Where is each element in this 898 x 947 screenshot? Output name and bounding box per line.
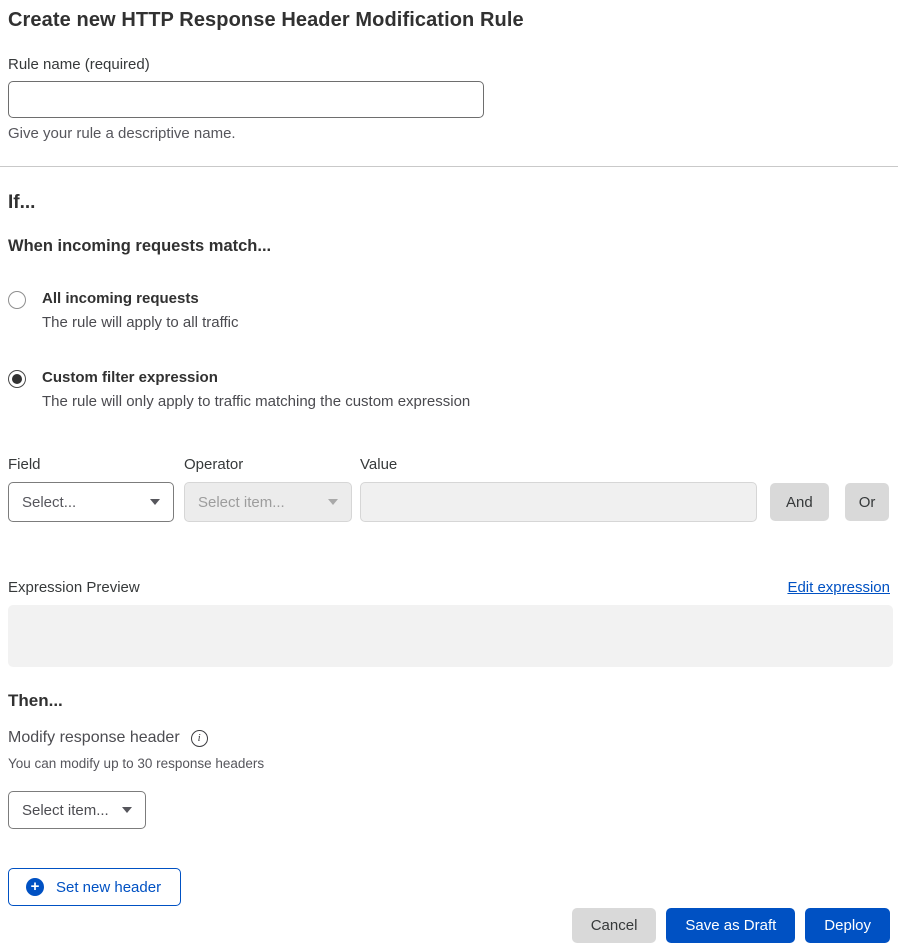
- then-heading: Then...: [8, 691, 63, 710]
- modify-response-header-label: Modify response header: [8, 729, 180, 746]
- radio-option-label: Custom filter expression: [42, 369, 218, 386]
- expression-builder-row: [8, 456, 890, 522]
- operator-select-value: Select item...: [198, 493, 285, 511]
- radio-button-selected-icon[interactable]: [8, 370, 26, 388]
- info-icon[interactable]: i: [191, 730, 208, 747]
- radio-option-text: [42, 369, 470, 411]
- radio-option-description: The rule will only apply to traffic matching the custom expression: [42, 393, 471, 410]
- field-label: Field: [8, 456, 41, 473]
- and-button[interactable]: And: [770, 483, 829, 521]
- cancel-button[interactable]: Cancel: [572, 908, 657, 943]
- edit-expression-link[interactable]: Edit expression: [787, 579, 890, 596]
- chevron-down-icon: [150, 499, 160, 505]
- modify-header-row: [8, 729, 890, 747]
- set-new-header-label: Set new header: [56, 878, 162, 896]
- operator-select: [184, 482, 352, 522]
- radio-option-description: The rule will apply to all traffic: [42, 314, 239, 331]
- radio-option-label: All incoming requests: [42, 290, 199, 307]
- value-input: [360, 482, 757, 522]
- chevron-down-icon: [328, 499, 338, 505]
- set-new-header-button[interactable]: [8, 868, 181, 906]
- rule-name-help: Give your rule a descriptive name.: [8, 125, 236, 142]
- save-as-draft-button[interactable]: Save as Draft: [666, 908, 795, 943]
- radio-option-custom-filter-expression[interactable]: [8, 369, 890, 411]
- operator-column: [174, 456, 352, 522]
- header-action-select[interactable]: [8, 791, 146, 829]
- expression-preview-label: Expression Preview: [8, 579, 140, 596]
- deploy-button[interactable]: Deploy: [805, 908, 890, 943]
- field-column: [8, 456, 174, 522]
- operator-label: Operator: [184, 456, 244, 473]
- footer-actions: [8, 908, 890, 943]
- value-column: [360, 456, 757, 522]
- page-title: Create new HTTP Response Header Modification Rule: [8, 9, 524, 31]
- match-subheading: When incoming requests match...: [8, 237, 272, 255]
- chevron-down-icon: [122, 807, 132, 813]
- expression-preview-box: [8, 605, 893, 667]
- field-select[interactable]: [8, 482, 174, 522]
- radio-button-icon[interactable]: [8, 291, 26, 309]
- field-select-value: Select...: [22, 493, 77, 511]
- plus-icon: +: [26, 878, 44, 896]
- expression-preview-row: [8, 579, 890, 596]
- rule-name-input[interactable]: [8, 81, 484, 118]
- or-button[interactable]: Or: [845, 483, 890, 521]
- section-divider: [0, 166, 898, 167]
- radio-option-text: [42, 290, 238, 332]
- value-label: Value: [360, 456, 398, 473]
- if-heading: If...: [8, 192, 36, 213]
- modify-header-hint: You can modify up to 30 response headers: [8, 756, 265, 771]
- rule-name-label: Rule name (required): [8, 56, 150, 73]
- header-action-select-value: Select item...: [22, 801, 109, 819]
- radio-option-all-incoming-requests[interactable]: [8, 290, 890, 332]
